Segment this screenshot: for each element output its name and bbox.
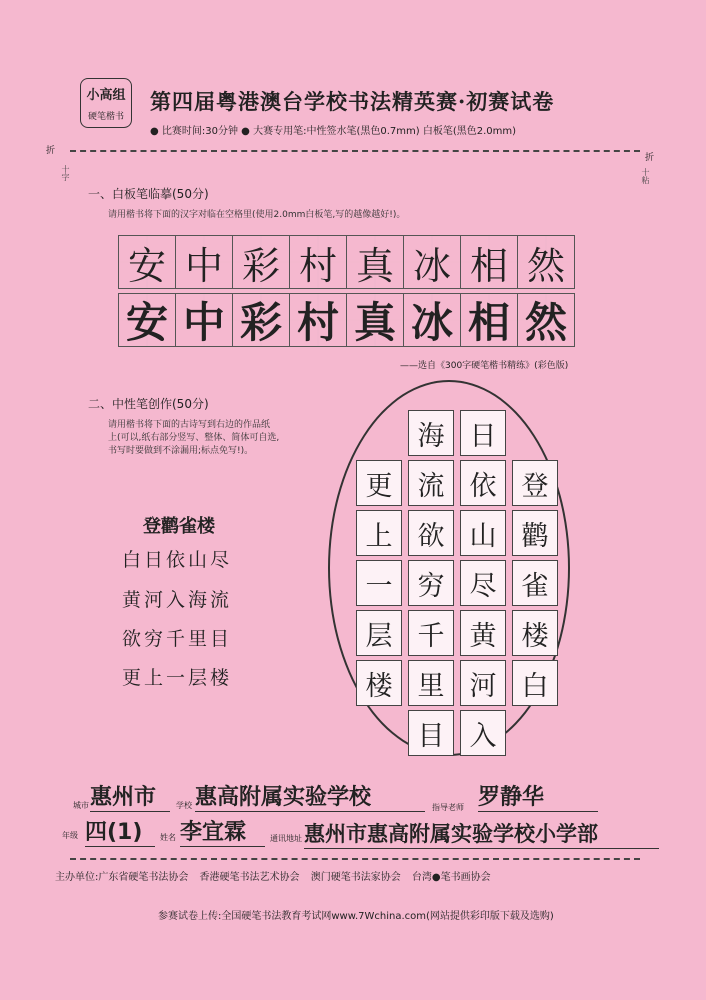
fold-line-bottom [70,858,640,860]
school-field[interactable]: 惠高附属实验学校 [195,780,425,812]
side-note-left: 十字 [61,165,70,181]
section1-instruction: 请用楷书将下面的汉字对临在空格里(使用2.0mm白板笔,写的越像越好!)。 [108,210,406,220]
group-label: 小高组 [86,88,126,103]
model-char-cell: 彩 [232,235,290,289]
address-field[interactable]: 惠州市惠高附属实验学校小学部 [304,818,659,849]
poem-line: 欲穷千里目 [122,628,233,650]
work-grid-cell: 上 [356,510,402,556]
written-char-cell: 安 [118,293,176,347]
work-grid-cell: 河 [460,660,506,706]
section2-instruction-1: 请用楷书将下面的古诗写到右边的作品纸 [108,420,271,430]
organizers: 主办单位:广东省硬笔书法协会 香港硬笔书法艺术协会 澳门硬笔书法家协会 台湾●笔书画协会 [55,872,491,883]
competition-rules: ● 比赛时间:30分钟 ● 大赛专用笔:中性签水笔(黑色0.7mm) 白板笔(黑色2.0mm) [150,126,517,137]
work-grid-cell: 海 [408,410,454,456]
name-label: 姓名 [160,833,176,842]
page-title: 第四届粤港澳台学校书法精英赛·初赛试卷 [150,89,555,114]
written-char-cell: 真 [346,293,404,347]
work-grid-cell: 层 [356,610,402,656]
model-char-cell: 然 [517,235,575,289]
work-grid-cell: 一 [356,560,402,606]
work-grid-cell: 白 [512,660,558,706]
model-char-cell: 村 [289,235,347,289]
work-grid-cell: 楼 [356,660,402,706]
work-grid-cell: 更 [356,460,402,506]
grade-field[interactable]: 四(1) [85,815,155,847]
grade-label: 年级 [62,831,78,840]
model-char-cell: 冰 [403,235,461,289]
work-grid-cell: 日 [460,410,506,456]
model-char-cell: 相 [460,235,518,289]
work-grid-cell: 欲 [408,510,454,556]
section2-instruction-3: 书写时要做到不涂漏用;标点免写!)。 [108,446,254,456]
school-label: 学校 [176,801,192,810]
teacher-field[interactable]: 罗静华 [478,780,598,812]
work-grid-cell: 鹳 [512,510,558,556]
source-note: ——选自《300字硬笔楷书精练》(彩色版) [400,361,569,371]
category-label: 硬笔楷书 [87,112,124,122]
poem-line: 更上一层楼 [122,667,233,689]
work-grid-cell: 入 [460,710,506,756]
city-field[interactable]: 惠州市 [90,780,170,812]
written-char-cell: 中 [175,293,233,347]
section2-instruction-2: 上(可以,纸右部分竖写、整体、简体可自选, [108,433,280,443]
fold-mark-right: 折 [645,153,655,163]
address-label: 通讯地址 [270,834,302,843]
upload-note: 参赛试卷上传:全国硬笔书法教育考试网www.7Wchina.com(网站提供彩印版下载及选购) [158,911,554,922]
work-grid-cell: 山 [460,510,506,556]
fold-mark-left: 折 [46,146,56,156]
work-grid-cell: 依 [460,460,506,506]
work-grid-cell: 里 [408,660,454,706]
work-grid-cell: 登 [512,460,558,506]
written-char-cell: 相 [460,293,518,347]
work-grid-cell: 楼 [512,610,558,656]
poem-title: 登鹳雀楼 [143,516,215,537]
written-char-cell: 然 [517,293,575,347]
work-grid-cell: 目 [408,710,454,756]
written-char-cell: 冰 [403,293,461,347]
side-note-right: 十粘 [641,168,650,184]
work-grid-cell: 尽 [460,560,506,606]
model-char-cell: 安 [118,235,176,289]
poem-line: 白日依山尽 [122,549,233,571]
work-grid-cell: 黄 [460,610,506,656]
work-grid-cell: 流 [408,460,454,506]
name-field[interactable]: 李宜霖 [180,815,265,847]
written-char-cell: 村 [289,293,347,347]
section2-heading: 二、中性笔创作(50分) [88,397,209,411]
work-grid-cell: 穷 [408,560,454,606]
teacher-label: 指导老师 [432,803,464,812]
city-label: 城市 [73,801,89,810]
model-char-cell: 中 [175,235,233,289]
work-grid-cell: 雀 [512,560,558,606]
written-char-cell: 彩 [232,293,290,347]
section1-heading: 一、白板笔临摹(50分) [88,187,209,201]
model-char-cell: 真 [346,235,404,289]
work-grid-cell: 千 [408,610,454,656]
poem-line: 黄河入海流 [122,589,233,611]
